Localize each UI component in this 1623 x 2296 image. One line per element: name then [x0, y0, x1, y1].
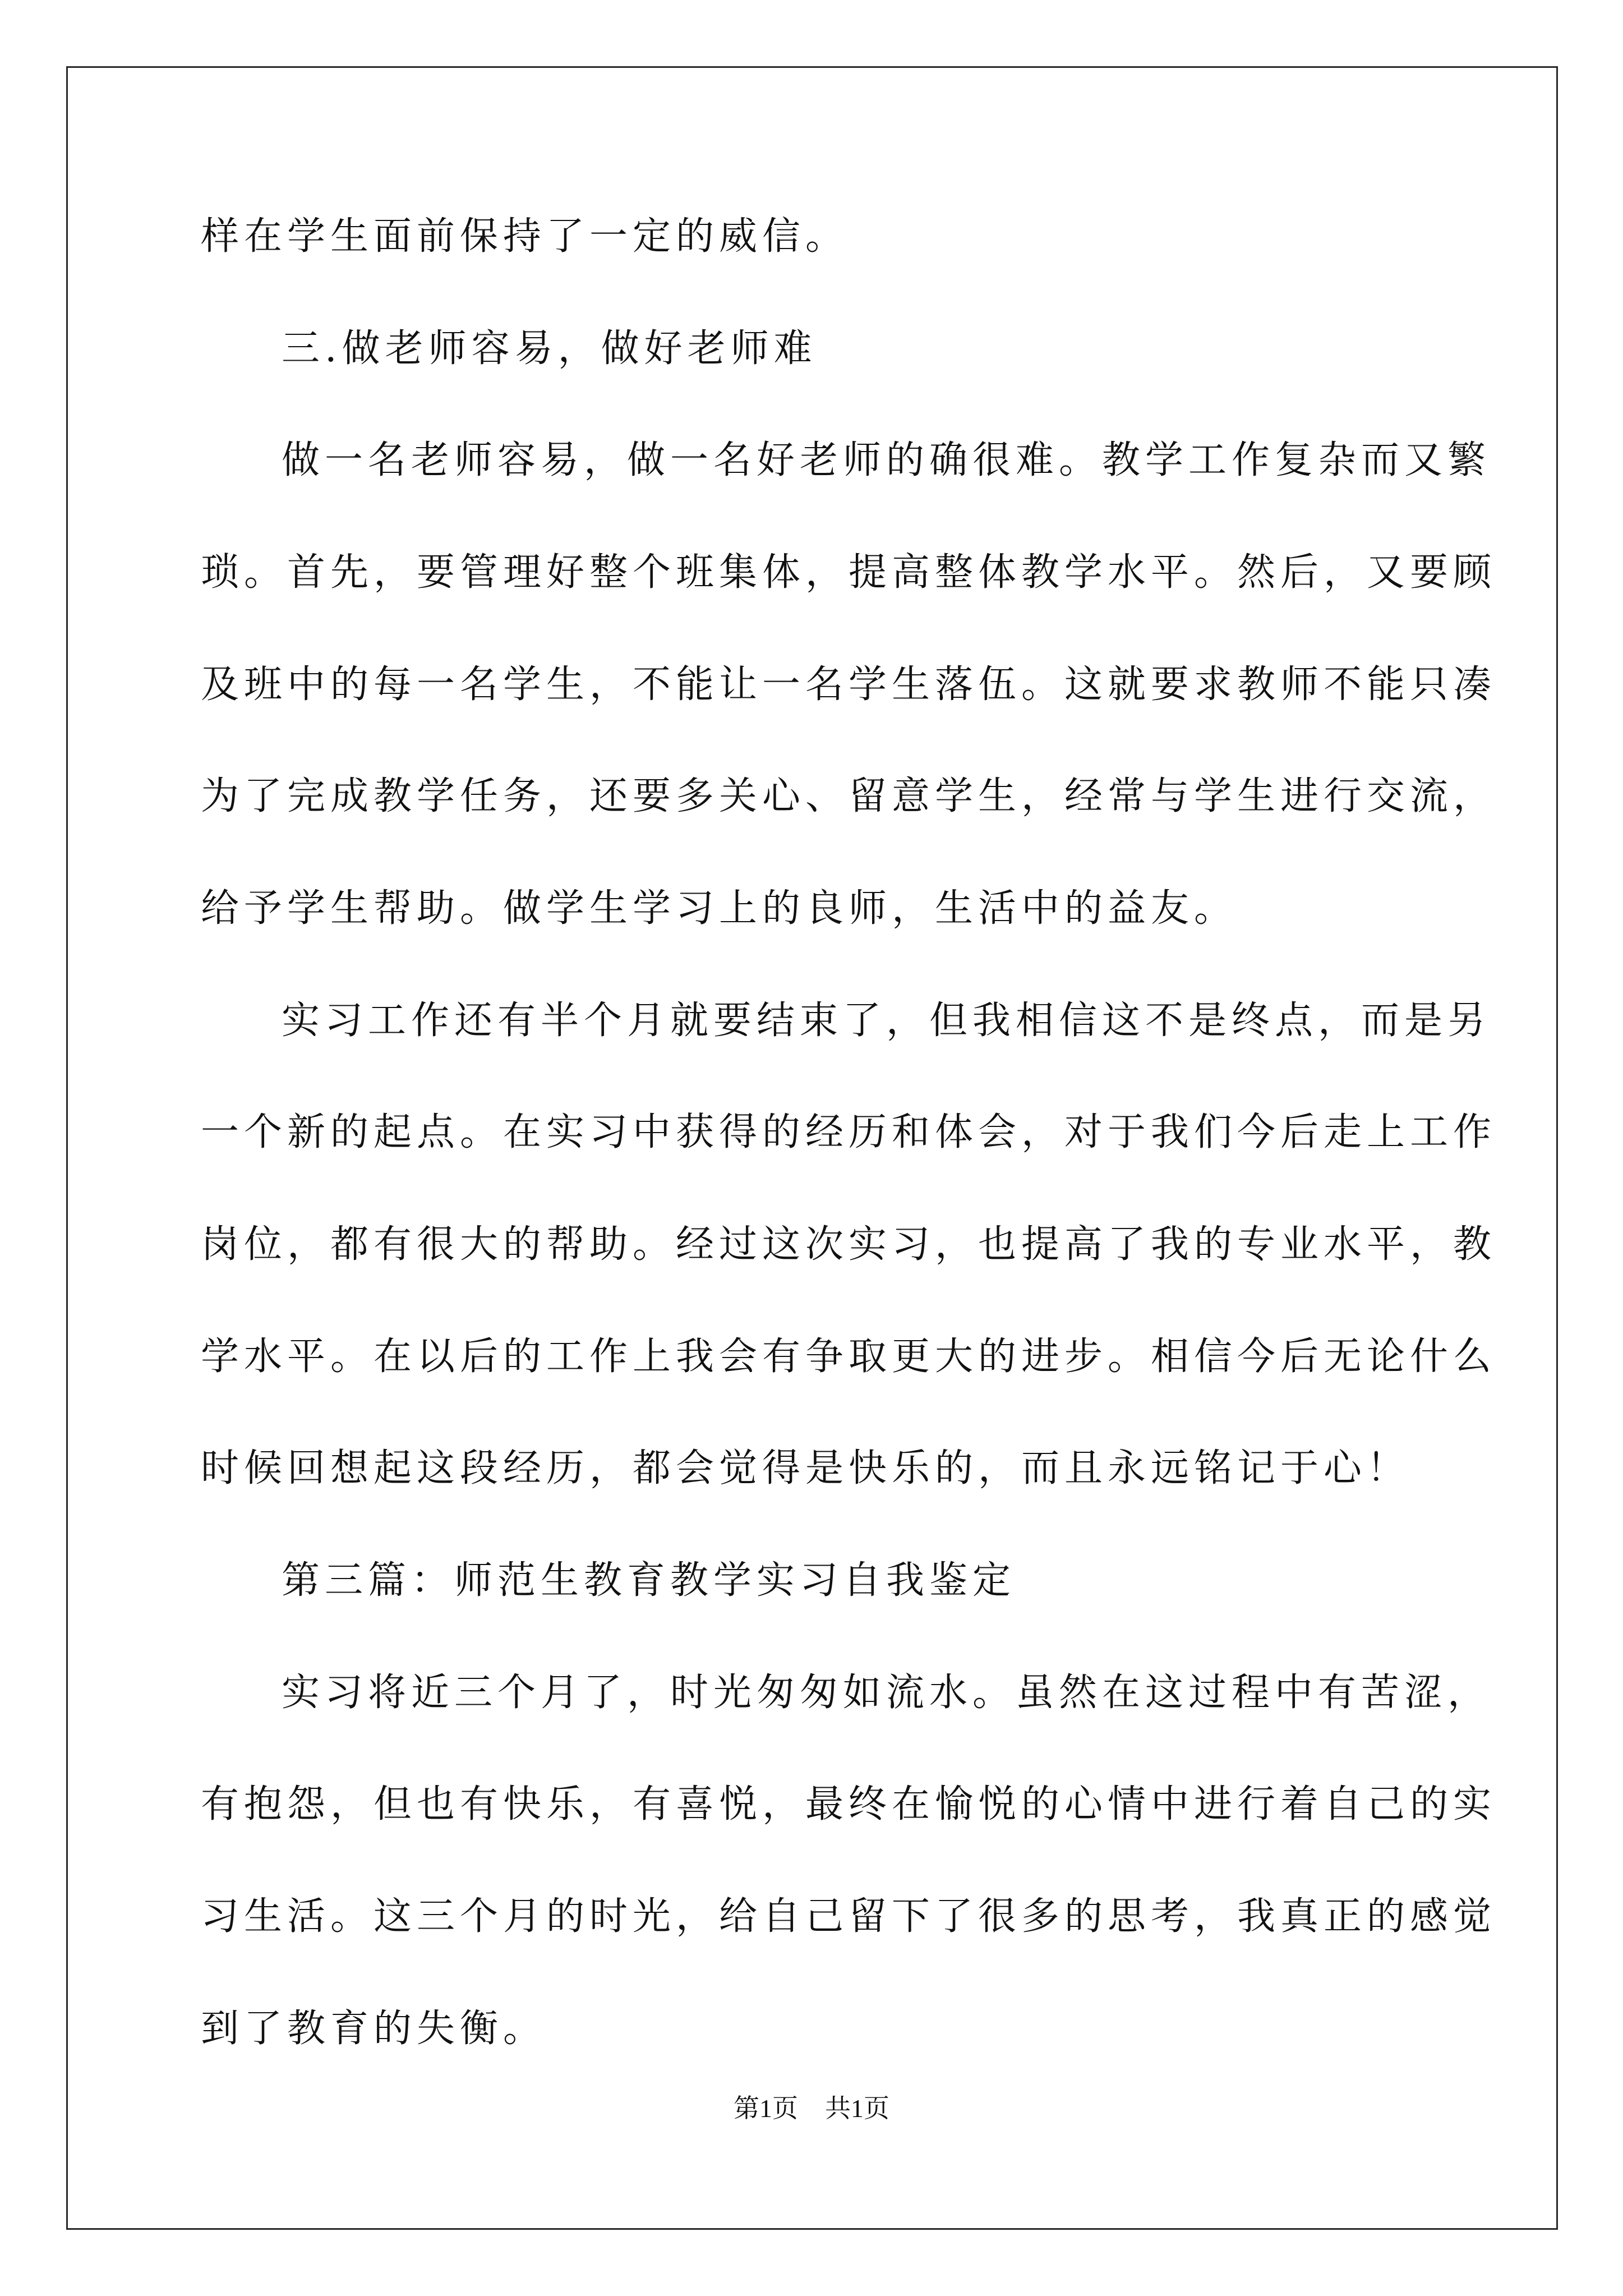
text-line: 给予学生帮助。做学生学习上的良师，生活中的益友。: [201, 886, 1238, 931]
text-line: 有抱怨，但也有快乐，有喜悦，最终在愉悦的心情中进行着自己的实: [201, 1782, 1497, 1826]
text-line: 样在学生面前保持了一定的威信。: [201, 214, 849, 259]
page-footer: [0, 2088, 1623, 2125]
page-number: 第1页: [734, 2094, 798, 2123]
text-line: 一个新的起点。在实习中获得的经历和体会，对于我们今后走上工作: [201, 1110, 1497, 1154]
section-heading: 三.做老师容易，做好老师难: [282, 326, 817, 371]
text-line: 时候回想起这段经历，都会觉得是快乐的，而且永远铭记于心！: [201, 1446, 1410, 1490]
text-line: 实习将近三个月了，时光匆匆如流水。虽然在这过程中有苦涩，: [282, 1671, 1491, 1715]
section-heading: 第三篇：师范生教育教学实习自我鉴定: [282, 1558, 1016, 1603]
page-total: 共1页: [825, 2094, 889, 2123]
text-line: 学水平。在以后的工作上我会有争取更大的进步。相信今后无论什么: [201, 1335, 1497, 1379]
text-line: 及班中的每一名学生，不能让一名学生落伍。这就要求教师不能只凑: [201, 662, 1497, 707]
text-line: 习生活。这三个月的时光，给自己留下了很多的思考，我真正的感觉: [201, 1894, 1497, 1939]
text-line: 为了完成教学任务，还要多关心、留意学生，经常与学生进行交流，: [201, 774, 1497, 818]
text-line: 岗位，都有很大的帮助。经过这次实习，也提高了我的专业水平，教: [201, 1222, 1497, 1267]
text-line: 做一名老师容易，做一名好老师的确很难。教学工作复杂而又繁: [282, 438, 1491, 482]
text-line: 到了教育的失衡。: [201, 2007, 547, 2051]
text-line: 琐。首先，要管理好整个班集体，提高整体教学水平。然后，又要顾: [201, 550, 1497, 595]
text-line: 实习工作还有半个月就要结束了，但我相信这不是终点，而是另: [282, 999, 1491, 1043]
